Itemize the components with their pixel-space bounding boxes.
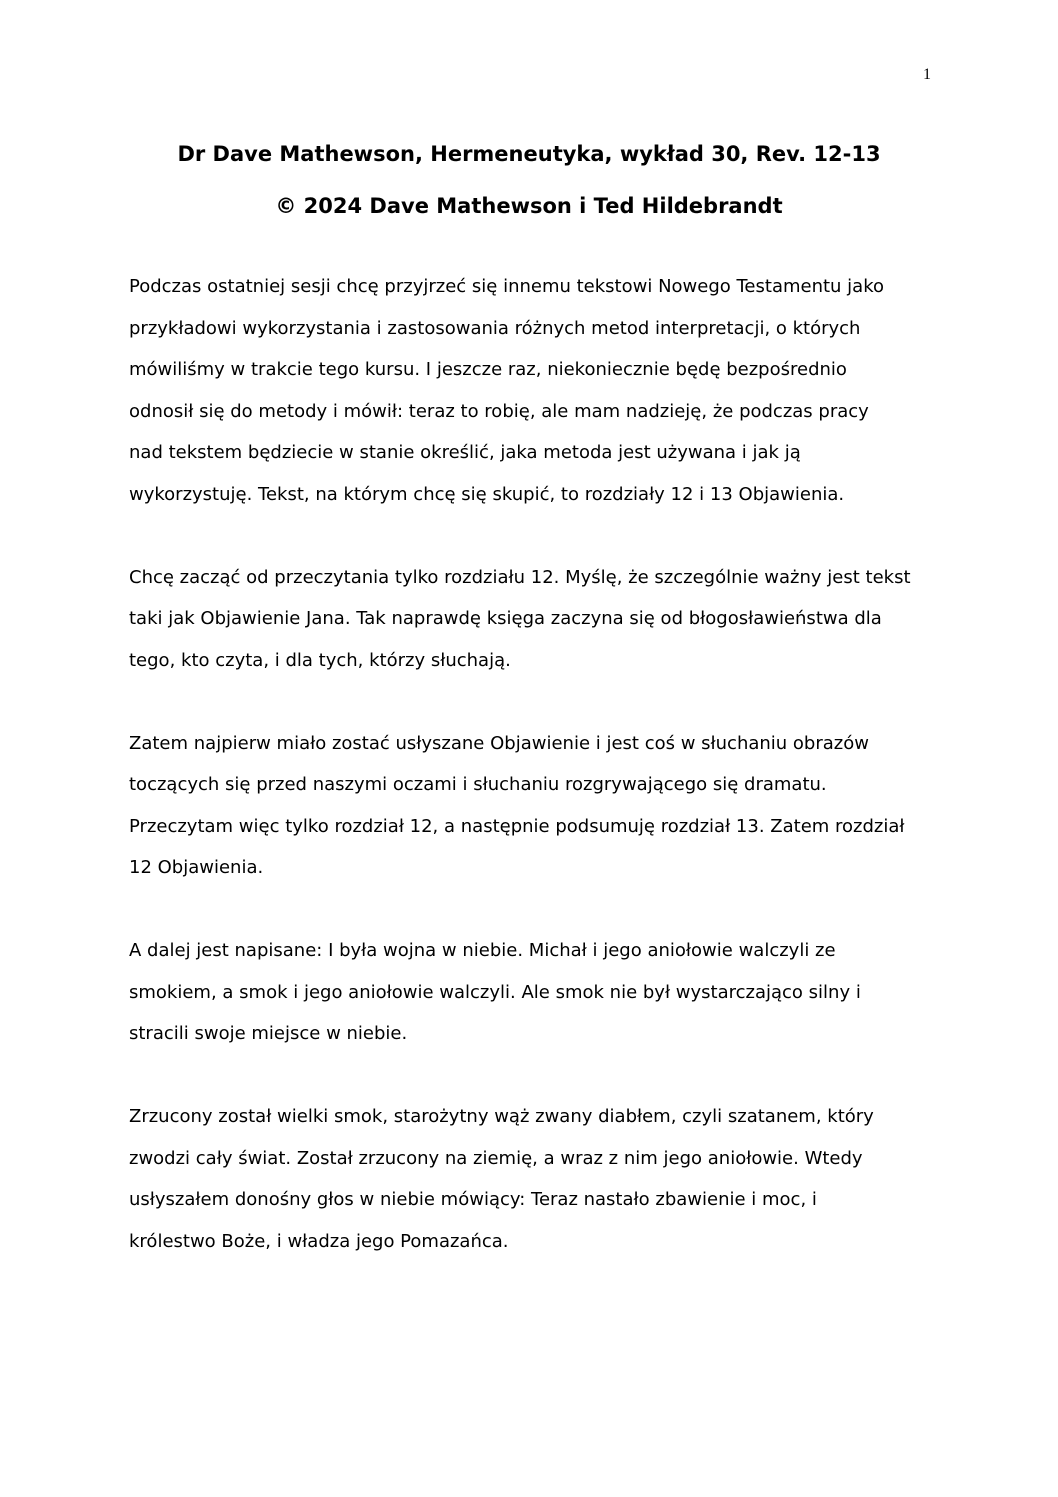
paragraph-4 <box>129 930 941 1055</box>
title-line-1: Dr Dave Mathewson, Hermeneutyka, wykład 30, Rev. 12-13 <box>177 142 881 166</box>
text-line: Chcę zacząć od przeczytania tylko rozdziału 12. Myślę, że szczególnie ważny jest tekst <box>129 566 911 588</box>
text-line: nad tekstem będziecie w stanie określić, jaka metoda jest używana i jak ją <box>129 442 801 463</box>
title-line-2: © 2024 Dave Mathewson i Ted Hildebrandt <box>275 194 783 218</box>
text-line: mówiliśmy w trakcie tego kursu. I jeszcze raz, niekoniecznie będę bezpośrednio <box>129 359 847 380</box>
page-number: 1 <box>923 66 931 83</box>
text-line: stracili swoje miejsce w niebie. <box>129 1023 408 1044</box>
text-line: przykładowi wykorzystania i zastosowania różnych metod interpretacji, o których <box>129 317 861 339</box>
text-line: Zatem najpierw miało zostać usłyszane Objawienie i jest coś w słuchaniu obrazów <box>129 732 869 754</box>
paragraph-5 <box>129 1096 941 1262</box>
document-body <box>129 266 941 1304</box>
text-line: toczących się przed naszymi oczami i słuchaniu rozgrywającego się dramatu. <box>129 774 827 795</box>
paragraph-2 <box>129 557 941 682</box>
text-line: A dalej jest napisane: I była wojna w niebie. Michał i jego aniołowie walczyli ze <box>129 940 836 961</box>
paragraph-3 <box>129 723 941 889</box>
text-line: królestwo Boże, i władza jego Pomazańca. <box>129 1230 509 1252</box>
text-line: odnosił się do metody i mówił: teraz to robię, ale mam nadzieję, że podczas pracy <box>129 400 869 422</box>
text-line: tego, kto czyta, i dla tych, którzy słuchają. <box>129 649 511 671</box>
document-title <box>0 128 1058 232</box>
text-line: 12 Objawienia. <box>129 857 264 878</box>
text-line: Podczas ostatniej sesji chcę przyjrzeć się innemu tekstowi Nowego Testamentu jako <box>129 276 885 297</box>
text-line: Zrzucony został wielki smok, starożytny wąż zwany diabłem, czyli szatanem, który <box>129 1106 874 1127</box>
paragraph-1 <box>129 266 941 515</box>
text-line: Przeczytam więc tylko rozdział 12, a następnie podsumuję rozdział 13. Zatem rozdział <box>129 815 905 837</box>
text-line: zwodzi cały świat. Został zrzucony na ziemię, a wraz z nim jego aniołowie. Wtedy <box>129 1147 863 1169</box>
text-line: smokiem, a smok i jego aniołowie walczyli. Ale smok nie był wystarczająco silny i <box>129 981 861 1003</box>
text-line: usłyszałem donośny głos w niebie mówiący: Teraz nastało zbawienie i moc, i <box>129 1189 817 1210</box>
text-line: taki jak Objawienie Jana. Tak naprawdę księga zaczyna się od błogosławieństwa dla <box>129 608 882 629</box>
text-line: wykorzystuję. Tekst, na którym chcę się skupić, to rozdziały 12 i 13 Objawienia. <box>129 483 845 505</box>
